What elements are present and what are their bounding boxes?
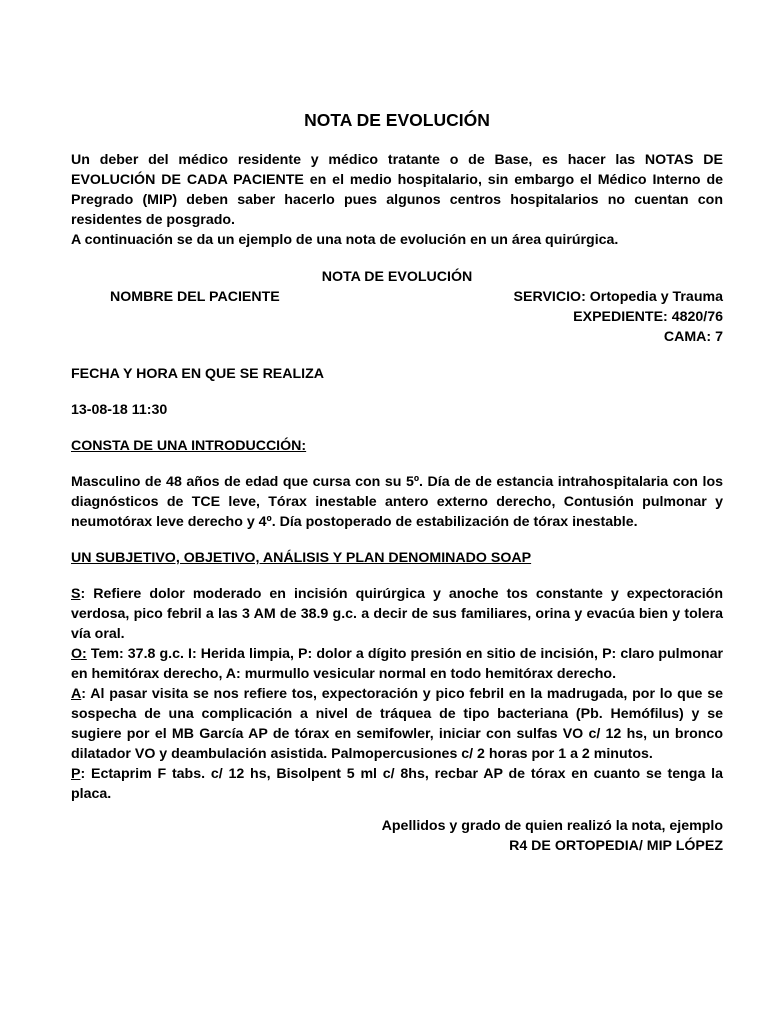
document-page — [71, 108, 723, 856]
document-title: NOTA DE EVOLUCIÓN — [304, 110, 490, 130]
soap-text: Refiere dolor moderado en incisión quirúrgica y anoche tos constante y expectoración verdosa, pico febril a las 3 AM de 38.9 g.c. a decir de sus familiares, orina y evacúa bien y tolera vía oral. — [71, 586, 723, 642]
soap-objective — [71, 644, 723, 684]
soap-key: A — [71, 686, 82, 702]
soap-separator: : — [81, 686, 91, 702]
note-header-row — [71, 287, 723, 307]
soap-key: S — [71, 586, 81, 602]
soap-subjective — [71, 584, 723, 644]
intro-line: A continuación se da un ejemplo de una nota de evolución en un área quirúrgica. — [71, 232, 619, 248]
soap-heading: UN SUBJETIVO, OBJETIVO, ANÁLISIS Y PLAN DENOMINADO SOAP — [71, 550, 532, 566]
soap-text: Ectaprim F tabs. c/ 12 hs, Bisolpent 5 ml c/ 8hs, recbar AP de tórax en cuanto se tenga la placa. — [71, 766, 723, 802]
record-number: EXPEDIENTE: 4820/76 — [573, 309, 723, 325]
signature-line-1: Apellidos y grado de quien realizó la nota, ejemplo — [381, 818, 723, 834]
date-label: FECHA Y HORA EN QUE SE REALIZA — [71, 366, 325, 382]
bed-number: CAMA: 7 — [663, 329, 723, 345]
signature-block — [71, 816, 723, 856]
soap-text: Al pasar visita se nos refiere tos, expectoración y pico febril en la madrugada, por lo que se sospecha de una complicación a nivel de tráquea de tipo bacteriana (Pb. Hemófilus) y se sugiere por el MB García AP de tórax en semifowler, iniciar con sulfas VO c/ 12 hs, un bronco dilatador VO y deambulación asistida. Palmopercusiones c/ 2 horas por 1 a 2 minutos. — [71, 686, 723, 762]
introduction-text: Masculino de 48 años de edad que cursa con su 5º. Día de de estancia intrahospitalaria con los diagnósticos de TCE leve, Tórax inestable antero externo derecho, Contusión pulmonar y neumotórax leve derecho y 4º. Día postoperado de estabilización de tórax inestable. — [71, 474, 723, 530]
soap-text: Tem: 37.8 g.c. I: Herida limpia, P: dolor a dígito presión en sitio de incisión, P: claro pulmonar en hemitórax derecho, A: murmullo vesicular normal en todo hemitórax derecho. — [71, 646, 723, 682]
introduction-heading: CONSTA DE UNA INTRODUCCIÓN: — [71, 438, 307, 454]
signature-line-2: R4 DE ORTOPEDIA/ MIP LÓPEZ — [509, 838, 723, 854]
soap-key: P — [71, 766, 81, 782]
soap-key: O: — [71, 646, 87, 662]
intro-paragraph: Un deber del médico residente y médico tratante o de Base, es hacer las NOTAS DE EVOLUCIÓN DE CADA PACIENTE en el medio hospitalario, sin embargo el Médico Interno de Pregrado (MIP) deben saber hacerlo pues algunos centros hospitalarios no cuentan con residentes de posgrado. — [71, 152, 723, 228]
soap-separator: : — [80, 586, 94, 602]
service-label: SERVICIO: Ortopedia y Trauma — [513, 289, 723, 305]
patient-name-label: NOMBRE DEL PACIENTE — [110, 289, 280, 305]
note-subtitle: NOTA DE EVOLUCIÓN — [321, 269, 473, 285]
soap-plan — [71, 764, 723, 804]
soap-separator: : — [80, 766, 91, 782]
soap-analysis — [71, 684, 723, 764]
date-value: 13-08-18 11:30 — [71, 402, 168, 418]
